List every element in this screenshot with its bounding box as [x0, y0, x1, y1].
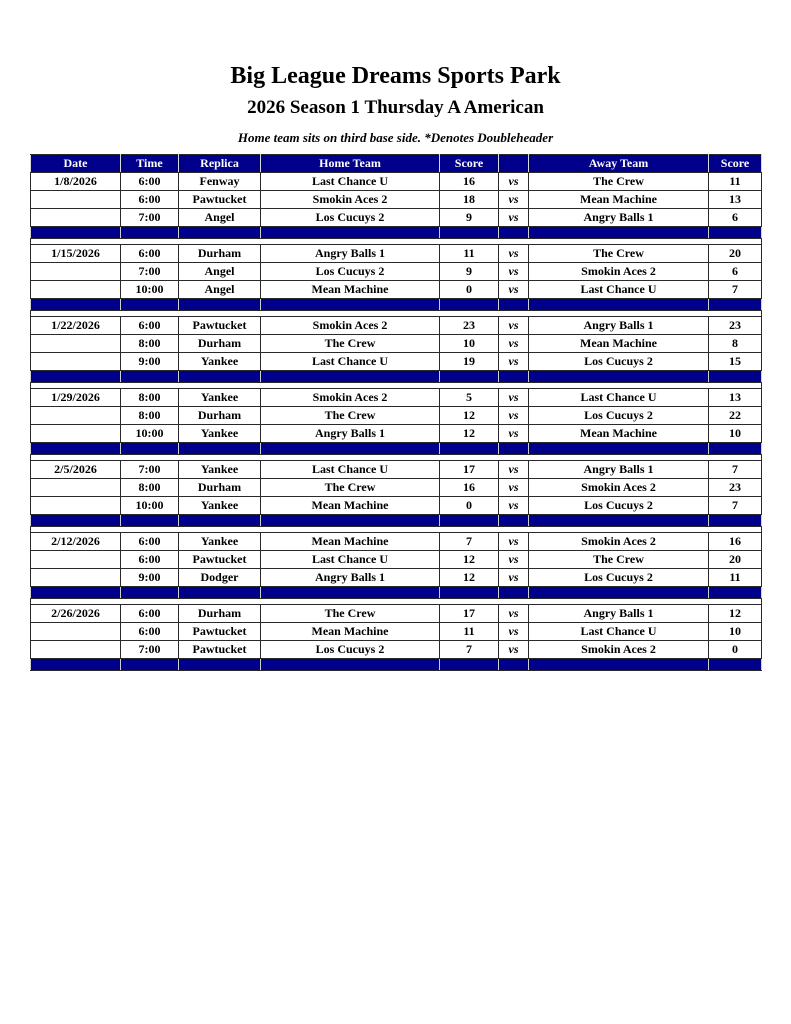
game-row — [31, 245, 762, 263]
separator-cell — [529, 515, 709, 527]
home-team-cell: Last Chance U — [261, 461, 440, 479]
home-score-cell: 16 — [440, 173, 499, 191]
vs-cell: vs — [499, 209, 529, 227]
time-cell: 6:00 — [121, 245, 179, 263]
home-team-cell: The Crew — [261, 479, 440, 497]
date-cell: 2/26/2026 — [31, 605, 121, 623]
away-score-cell: 13 — [709, 389, 762, 407]
separator-cell — [179, 659, 261, 671]
home-score-cell: 12 — [440, 551, 499, 569]
home-team-cell: Angry Balls 1 — [261, 245, 440, 263]
away-team-cell: Los Cucuys 2 — [529, 569, 709, 587]
away-team-cell: Last Chance U — [529, 281, 709, 299]
separator-cell — [709, 299, 762, 311]
date-cell — [31, 209, 121, 227]
vs-cell: vs — [499, 407, 529, 425]
column-header-replica: Replica — [179, 155, 261, 173]
separator-cell — [440, 659, 499, 671]
column-header-time: Time — [121, 155, 179, 173]
replica-cell: Yankee — [179, 497, 261, 515]
vs-cell: vs — [499, 173, 529, 191]
home-team-cell: Mean Machine — [261, 497, 440, 515]
game-row — [31, 191, 762, 209]
home-team-cell: Last Chance U — [261, 173, 440, 191]
separator-row — [31, 227, 762, 239]
time-cell: 7:00 — [121, 263, 179, 281]
time-cell: 7:00 — [121, 209, 179, 227]
game-row — [31, 281, 762, 299]
date-cell: 1/8/2026 — [31, 173, 121, 191]
vs-cell: vs — [499, 317, 529, 335]
home-team-cell: Angry Balls 1 — [261, 569, 440, 587]
separator-cell — [440, 587, 499, 599]
away-score-cell: 6 — [709, 263, 762, 281]
home-score-cell: 12 — [440, 569, 499, 587]
separator-cell — [440, 515, 499, 527]
separator-cell — [529, 587, 709, 599]
separator-cell — [121, 371, 179, 383]
separator-cell — [261, 443, 440, 455]
separator-cell — [440, 371, 499, 383]
game-row — [31, 389, 762, 407]
separator-cell — [499, 227, 529, 239]
replica-cell: Pawtucket — [179, 623, 261, 641]
vs-cell: vs — [499, 497, 529, 515]
separator-cell — [499, 515, 529, 527]
separator-cell — [179, 515, 261, 527]
away-team-cell: Los Cucuys 2 — [529, 497, 709, 515]
date-cell — [31, 191, 121, 209]
away-team-cell: Last Chance U — [529, 623, 709, 641]
replica-cell: Fenway — [179, 173, 261, 191]
replica-cell: Yankee — [179, 425, 261, 443]
vs-cell: vs — [499, 461, 529, 479]
column-header-score: Score — [440, 155, 499, 173]
separator-cell — [31, 371, 121, 383]
time-cell: 8:00 — [121, 335, 179, 353]
home-score-cell: 9 — [440, 209, 499, 227]
vs-cell: vs — [499, 245, 529, 263]
away-team-cell: Mean Machine — [529, 425, 709, 443]
date-cell: 2/5/2026 — [31, 461, 121, 479]
vs-cell: vs — [499, 263, 529, 281]
vs-cell: vs — [499, 623, 529, 641]
home-score-cell: 0 — [440, 281, 499, 299]
home-team-cell: Los Cucuys 2 — [261, 209, 440, 227]
home-team-cell: Mean Machine — [261, 533, 440, 551]
game-row — [31, 479, 762, 497]
separator-row — [31, 371, 762, 383]
replica-cell: Pawtucket — [179, 641, 261, 659]
separator-cell — [121, 587, 179, 599]
home-score-cell: 7 — [440, 641, 499, 659]
date-cell — [31, 425, 121, 443]
vs-cell: vs — [499, 389, 529, 407]
home-team-cell: The Crew — [261, 407, 440, 425]
away-score-cell: 7 — [709, 461, 762, 479]
separator-cell — [261, 659, 440, 671]
game-row — [31, 533, 762, 551]
away-score-cell: 0 — [709, 641, 762, 659]
date-cell: 1/22/2026 — [31, 317, 121, 335]
home-score-cell: 5 — [440, 389, 499, 407]
game-row — [31, 641, 762, 659]
time-cell: 6:00 — [121, 317, 179, 335]
separator-cell — [121, 299, 179, 311]
separator-cell — [529, 659, 709, 671]
away-score-cell: 22 — [709, 407, 762, 425]
separator-cell — [709, 515, 762, 527]
home-score-cell: 12 — [440, 407, 499, 425]
away-score-cell: 23 — [709, 479, 762, 497]
home-team-cell: Smokin Aces 2 — [261, 191, 440, 209]
separator-cell — [121, 659, 179, 671]
replica-cell: Yankee — [179, 533, 261, 551]
separator-cell — [499, 659, 529, 671]
replica-cell: Durham — [179, 407, 261, 425]
separator-cell — [529, 443, 709, 455]
vs-cell: vs — [499, 191, 529, 209]
separator-row — [31, 515, 762, 527]
schedule-body — [31, 173, 762, 671]
time-cell: 8:00 — [121, 407, 179, 425]
away-score-cell: 10 — [709, 623, 762, 641]
date-cell: 1/29/2026 — [31, 389, 121, 407]
home-score-cell: 19 — [440, 353, 499, 371]
home-score-cell: 11 — [440, 623, 499, 641]
vs-cell: vs — [499, 569, 529, 587]
separator-cell — [440, 443, 499, 455]
time-cell: 9:00 — [121, 569, 179, 587]
time-cell: 10:00 — [121, 497, 179, 515]
home-score-cell: 12 — [440, 425, 499, 443]
season-subtitle: 2026 Season 1 Thursday A American — [247, 96, 544, 118]
separator-cell — [499, 587, 529, 599]
vs-cell: vs — [499, 425, 529, 443]
separator-cell — [31, 515, 121, 527]
separator-cell — [179, 299, 261, 311]
home-team-cell: Smokin Aces 2 — [261, 389, 440, 407]
home-team-cell: Angry Balls 1 — [261, 425, 440, 443]
separator-cell — [529, 371, 709, 383]
vs-cell: vs — [499, 533, 529, 551]
away-score-cell: 10 — [709, 425, 762, 443]
column-header-score: Score — [709, 155, 762, 173]
away-team-cell: Los Cucuys 2 — [529, 407, 709, 425]
separator-row — [31, 587, 762, 599]
game-row — [31, 317, 762, 335]
date-cell — [31, 623, 121, 641]
away-team-cell: Smokin Aces 2 — [529, 533, 709, 551]
home-score-cell: 7 — [440, 533, 499, 551]
home-team-cell: The Crew — [261, 605, 440, 623]
separator-cell — [261, 371, 440, 383]
header-row — [31, 155, 762, 173]
home-score-cell: 11 — [440, 245, 499, 263]
game-row — [31, 407, 762, 425]
time-cell: 9:00 — [121, 353, 179, 371]
replica-cell: Pawtucket — [179, 317, 261, 335]
away-team-cell: Smokin Aces 2 — [529, 263, 709, 281]
time-cell: 7:00 — [121, 461, 179, 479]
home-team-cell: Mean Machine — [261, 623, 440, 641]
separator-cell — [499, 443, 529, 455]
date-cell — [31, 353, 121, 371]
replica-cell: Angel — [179, 263, 261, 281]
date-cell: 1/15/2026 — [31, 245, 121, 263]
game-row — [31, 551, 762, 569]
away-team-cell: Smokin Aces 2 — [529, 479, 709, 497]
home-score-cell: 17 — [440, 605, 499, 623]
separator-cell — [179, 227, 261, 239]
game-row — [31, 623, 762, 641]
away-team-cell: The Crew — [529, 551, 709, 569]
home-team-note: Home team sits on third base side. *Denotes Doubleheader — [237, 129, 554, 145]
separator-cell — [179, 371, 261, 383]
date-cell — [31, 497, 121, 515]
separator-cell — [499, 299, 529, 311]
separator-cell — [529, 227, 709, 239]
home-score-cell: 0 — [440, 497, 499, 515]
game-row — [31, 353, 762, 371]
time-cell: 6:00 — [121, 605, 179, 623]
away-team-cell: Smokin Aces 2 — [529, 641, 709, 659]
away-team-cell: The Crew — [529, 173, 709, 191]
game-row — [31, 497, 762, 515]
separator-cell — [261, 299, 440, 311]
away-score-cell: 23 — [709, 317, 762, 335]
separator-cell — [31, 443, 121, 455]
away-score-cell: 12 — [709, 605, 762, 623]
separator-cell — [31, 299, 121, 311]
away-team-cell: The Crew — [529, 245, 709, 263]
home-team-cell: Last Chance U — [261, 551, 440, 569]
separator-cell — [499, 371, 529, 383]
home-score-cell: 18 — [440, 191, 499, 209]
away-score-cell: 20 — [709, 245, 762, 263]
replica-cell: Durham — [179, 479, 261, 497]
home-score-cell: 16 — [440, 479, 499, 497]
replica-cell: Durham — [179, 245, 261, 263]
away-score-cell: 11 — [709, 569, 762, 587]
vs-cell: vs — [499, 641, 529, 659]
separator-cell — [709, 227, 762, 239]
home-team-cell: Smokin Aces 2 — [261, 317, 440, 335]
home-score-cell: 17 — [440, 461, 499, 479]
replica-cell: Yankee — [179, 389, 261, 407]
replica-cell: Durham — [179, 605, 261, 623]
replica-cell: Dodger — [179, 569, 261, 587]
date-cell — [31, 281, 121, 299]
separator-cell — [261, 587, 440, 599]
separator-cell — [709, 587, 762, 599]
page-title: Big League Dreams Sports Park — [230, 63, 561, 89]
time-cell: 8:00 — [121, 389, 179, 407]
vs-cell: vs — [499, 551, 529, 569]
time-cell: 10:00 — [121, 425, 179, 443]
away-team-cell: Los Cucuys 2 — [529, 353, 709, 371]
time-cell: 6:00 — [121, 623, 179, 641]
away-score-cell: 6 — [709, 209, 762, 227]
away-team-cell: Mean Machine — [529, 191, 709, 209]
away-score-cell: 13 — [709, 191, 762, 209]
away-team-cell: Last Chance U — [529, 389, 709, 407]
separator-cell — [179, 587, 261, 599]
replica-cell: Angel — [179, 209, 261, 227]
away-score-cell: 20 — [709, 551, 762, 569]
game-row — [31, 461, 762, 479]
game-row — [31, 173, 762, 191]
separator-cell — [121, 443, 179, 455]
away-score-cell: 8 — [709, 335, 762, 353]
home-team-cell: Los Cucuys 2 — [261, 263, 440, 281]
home-score-cell: 10 — [440, 335, 499, 353]
separator-cell — [440, 227, 499, 239]
time-cell: 7:00 — [121, 641, 179, 659]
time-cell: 8:00 — [121, 479, 179, 497]
separator-cell — [709, 443, 762, 455]
game-row — [31, 209, 762, 227]
game-row — [31, 605, 762, 623]
replica-cell: Yankee — [179, 461, 261, 479]
column-header-away-team: Away Team — [529, 155, 709, 173]
home-score-cell: 23 — [440, 317, 499, 335]
separator-cell — [31, 227, 121, 239]
separator-cell — [121, 227, 179, 239]
vs-cell: vs — [499, 605, 529, 623]
separator-cell — [529, 299, 709, 311]
home-team-cell: Last Chance U — [261, 353, 440, 371]
vs-cell: vs — [499, 479, 529, 497]
separator-cell — [31, 659, 121, 671]
separator-cell — [179, 443, 261, 455]
away-team-cell: Angry Balls 1 — [529, 209, 709, 227]
time-cell: 6:00 — [121, 173, 179, 191]
replica-cell: Pawtucket — [179, 191, 261, 209]
home-team-cell: Mean Machine — [261, 281, 440, 299]
replica-cell: Pawtucket — [179, 551, 261, 569]
away-team-cell: Angry Balls 1 — [529, 461, 709, 479]
home-score-cell: 9 — [440, 263, 499, 281]
separator-cell — [709, 371, 762, 383]
date-cell — [31, 641, 121, 659]
away-team-cell: Angry Balls 1 — [529, 317, 709, 335]
date-cell — [31, 407, 121, 425]
vs-cell: vs — [499, 281, 529, 299]
away-team-cell: Angry Balls 1 — [529, 605, 709, 623]
date-cell — [31, 263, 121, 281]
date-cell — [31, 569, 121, 587]
column-header-date: Date — [31, 155, 121, 173]
game-row — [31, 335, 762, 353]
separator-row — [31, 299, 762, 311]
away-score-cell: 11 — [709, 173, 762, 191]
time-cell: 6:00 — [121, 533, 179, 551]
replica-cell: Angel — [179, 281, 261, 299]
separator-cell — [121, 515, 179, 527]
home-team-cell: The Crew — [261, 335, 440, 353]
time-cell: 10:00 — [121, 281, 179, 299]
game-row — [31, 569, 762, 587]
date-cell — [31, 551, 121, 569]
away-score-cell: 7 — [709, 281, 762, 299]
away-score-cell: 7 — [709, 497, 762, 515]
date-cell — [31, 335, 121, 353]
away-score-cell: 15 — [709, 353, 762, 371]
separator-cell — [31, 587, 121, 599]
separator-cell — [440, 299, 499, 311]
away-score-cell: 16 — [709, 533, 762, 551]
separator-cell — [709, 659, 762, 671]
column-header-home-team: Home Team — [261, 155, 440, 173]
page-heading — [0, 62, 791, 145]
date-cell — [31, 479, 121, 497]
home-team-cell: Los Cucuys 2 — [261, 641, 440, 659]
date-cell: 2/12/2026 — [31, 533, 121, 551]
time-cell: 6:00 — [121, 551, 179, 569]
game-row — [31, 263, 762, 281]
separator-row — [31, 659, 762, 671]
replica-cell: Durham — [179, 335, 261, 353]
vs-cell: vs — [499, 353, 529, 371]
separator-cell — [261, 227, 440, 239]
away-team-cell: Mean Machine — [529, 335, 709, 353]
game-row — [31, 425, 762, 443]
column-header-vs — [499, 155, 529, 173]
replica-cell: Yankee — [179, 353, 261, 371]
separator-row — [31, 443, 762, 455]
time-cell: 6:00 — [121, 191, 179, 209]
separator-cell — [261, 515, 440, 527]
schedule-table — [30, 154, 762, 671]
vs-cell: vs — [499, 335, 529, 353]
